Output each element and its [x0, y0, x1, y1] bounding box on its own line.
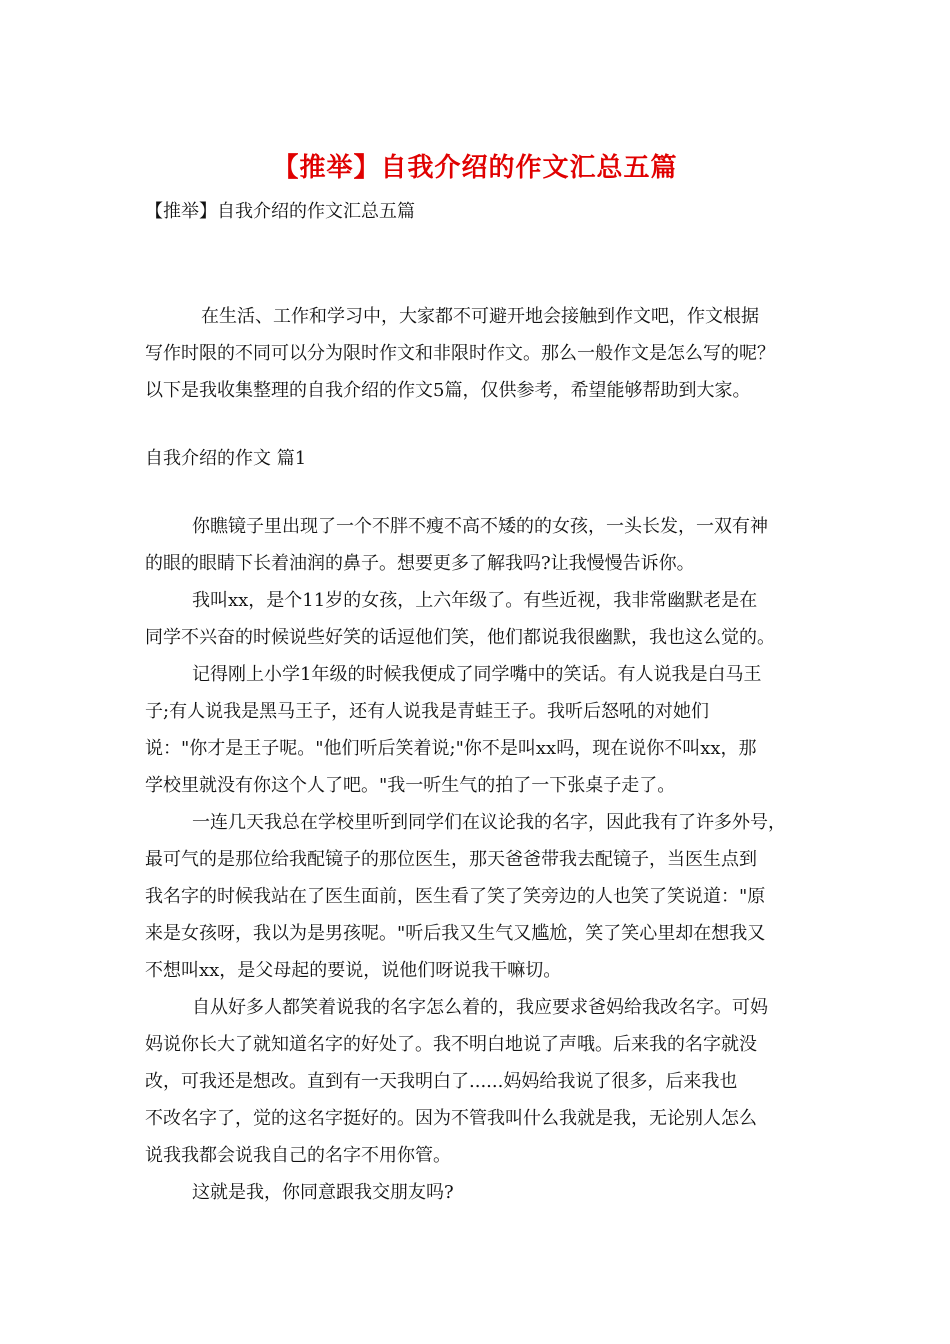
paragraph-line: 我叫xx，是个11岁的女孩，上六年级了。有些近视，我非常幽默老是在 [192, 590, 758, 611]
paragraph-line: 学校里就没有你这个人了吧。"我一听生气的拍了一下张桌子走了。 [145, 775, 676, 796]
essay-paragraph [145, 582, 825, 656]
essay-paragraph [145, 989, 825, 1174]
title-text: 自我介绍的作文汇总五篇 [380, 153, 678, 183]
paragraph-line: 不想叫xx，是父母起的要说，说他们呀说我干嘛切。 [145, 960, 562, 981]
essay-paragraph [145, 508, 825, 582]
intro-paragraph [145, 298, 825, 409]
paragraph-line: 子;有人说我是黑马王子，还有人说我是青蛙王子。我听后怒吼的对她们 [145, 701, 710, 722]
paragraph-line: 我名字的时候我站在了医生面前，医生看了笑了笑旁边的人也笑了笑说道："原 [145, 886, 766, 907]
essay-paragraph [145, 804, 825, 989]
essay-paragraph [145, 1174, 825, 1211]
intro-line: 在生活、工作和学习中，大家都不可避开地会接触到作文吧，作文根据 [201, 306, 759, 327]
intro-line: 以下是我收集整理的自我介绍的作文5篇，仅供参考，希望能够帮助到大家。 [145, 380, 751, 401]
paragraph-line: 你瞧镜子里出现了一个不胖不瘦不高不矮的的女孩，一头长发，一双有神 [192, 516, 768, 537]
paragraph-line: 说我我都会说我自己的名字不用你管。 [145, 1145, 451, 1166]
paragraph-line: 同学不兴奋的时候说些好笑的话逗他们笑，他们都说我很幽默，我也这么觉的。 [145, 627, 775, 648]
essay-paragraph [145, 656, 825, 804]
paragraph-line: 不改名字了，觉的这名字挺好的。因为不管我叫什么我就是我，无论别人怎么 [145, 1108, 757, 1129]
title-prefix: 【推举】 [272, 153, 381, 183]
section-heading: 自我介绍的作文 篇1 [145, 448, 307, 469]
paragraph-line: 的眼的眼睛下长着油润的鼻子。想要更多了解我吗?让我慢慢告诉你。 [145, 553, 695, 574]
paragraph-line: 自从好多人都笑着说我的名字怎么着的，我应要求爸妈给我改名字。可妈 [192, 997, 768, 1018]
paragraph-line: 这就是我，你同意跟我交朋友吗? [192, 1182, 454, 1203]
paragraph-line: 一连几天我总在学校里听到同学们在议论我的名字，因此我有了许多外号， [192, 812, 786, 833]
paragraph-line: 改，可我还是想改。直到有一天我明白了......妈妈给我说了很多，后来我也 [145, 1071, 738, 1092]
document-title [0, 148, 950, 188]
document-subtitle: 【推举】自我介绍的作文汇总五篇 [145, 201, 415, 222]
paragraph-line: 说："你才是王子呢。"他们听后笑着说;"你不是叫xx吗，现在说你不叫xx，那 [145, 738, 757, 759]
paragraph-line: 来是女孩呀，我以为是男孩呢。"听后我又生气又尴尬，笑了笑心里却在想我又 [145, 923, 766, 944]
paragraph-line: 妈说你长大了就知道名字的好处了。我不明白地说了声哦。后来我的名字就没 [145, 1034, 757, 1055]
paragraph-line: 记得刚上小学1年级的时候我便成了同学嘴中的笑话。有人说我是白马王 [192, 664, 762, 685]
paragraph-line: 最可气的是那位给我配镜子的那位医生，那天爸爸带我去配镜子，当医生点到 [145, 849, 757, 870]
essay-body [145, 508, 825, 1211]
intro-line: 写作时限的不同可以分为限时作文和非限时作文。那么一般作文是怎么写的呢？ [145, 343, 775, 364]
